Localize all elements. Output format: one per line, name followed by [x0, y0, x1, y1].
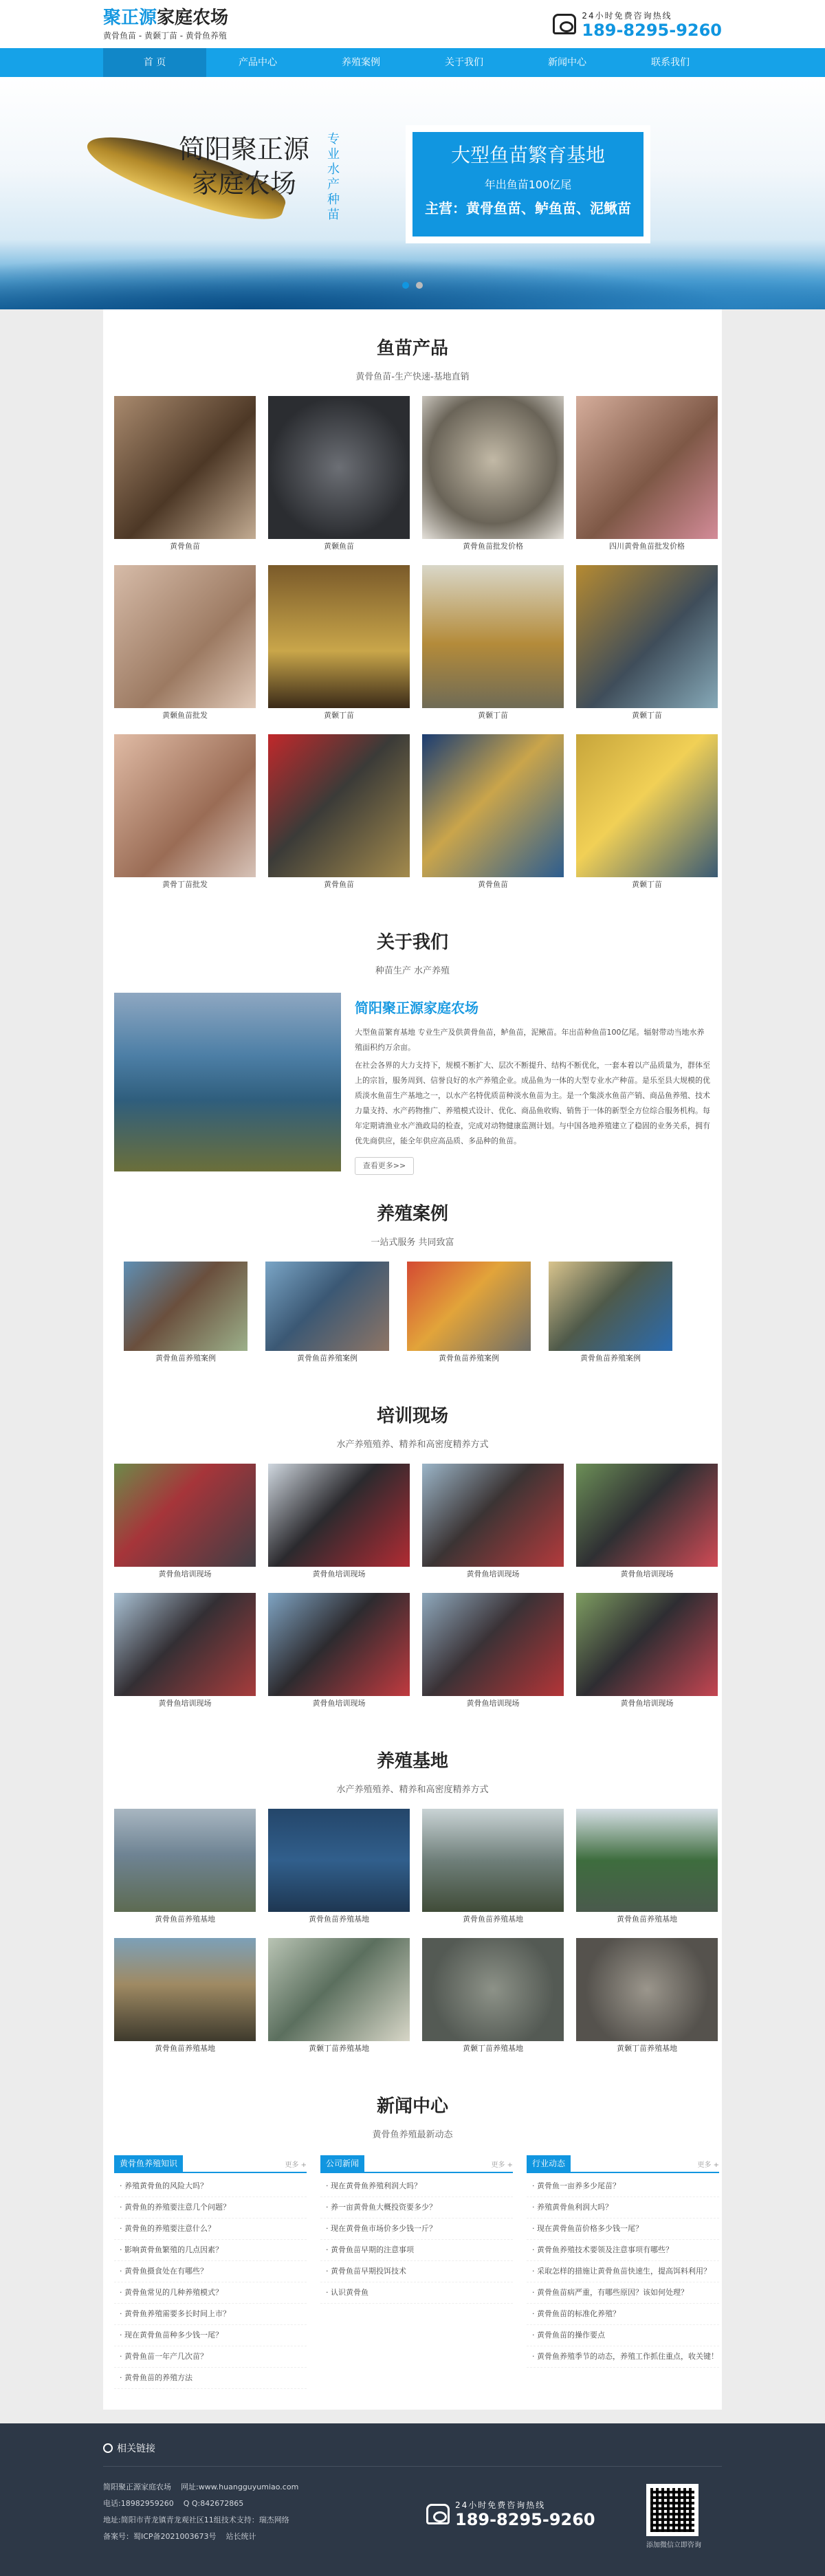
- base-caption[interactable]: 黄骨鱼苗养殖基地: [463, 1915, 523, 1924]
- footer-qq: Q Q:842672865: [183, 2499, 244, 2508]
- product-image[interactable]: [268, 734, 410, 877]
- site-header: [0, 0, 825, 48]
- news-item[interactable]: · 现在黄骨鱼市场价多少钱一斤？: [320, 2219, 513, 2240]
- nav-about[interactable]: 关于我们: [445, 57, 483, 68]
- banner-title-line-2: 家庭农场: [192, 168, 297, 199]
- case-card[interactable]: [265, 1262, 389, 1366]
- base-card[interactable]: [576, 1809, 718, 1927]
- about-paragraph: 大型鱼苗繁育基地 专业生产及供黄骨鱼苗，鲈鱼苗，泥鳅苗。年出苗种鱼苗100亿尾。辐射带动当地水养殖面积约万余亩。: [355, 1028, 705, 1052]
- section-title: 关于我们: [376, 932, 448, 953]
- base-image[interactable]: [114, 1809, 256, 1912]
- product-image[interactable]: [422, 734, 564, 877]
- news-item[interactable]: · 黄骨鱼苗一年产几次苗？: [114, 2346, 307, 2368]
- product-card[interactable]: [114, 396, 256, 554]
- training-card[interactable]: [576, 1464, 718, 1582]
- link-icon: [103, 2443, 113, 2453]
- section-subtitle: 种苗生产 水产养殖: [375, 966, 450, 976]
- footer-stats[interactable]: 站长统计: [226, 2532, 256, 2541]
- product-image[interactable]: [114, 565, 256, 708]
- base-caption[interactable]: 黄颡丁苗养殖基地: [463, 2044, 523, 2053]
- news-columns: [103, 2140, 722, 2389]
- product-image[interactable]: [576, 565, 718, 708]
- product-image[interactable]: [576, 396, 718, 539]
- product-image[interactable]: [576, 734, 718, 877]
- training-image[interactable]: [268, 1593, 410, 1696]
- product-card[interactable]: [422, 734, 564, 892]
- news-column: [527, 2157, 719, 2389]
- footer-phone: 电话:18982959260: [103, 2499, 174, 2508]
- news-tab[interactable]: 公司新闻: [320, 2155, 364, 2172]
- product-image[interactable]: [422, 565, 564, 708]
- banner-box-subtitle: 年出鱼苗100亿尾: [484, 178, 572, 191]
- base-caption[interactable]: 黄颡丁苗养殖基地: [309, 2044, 369, 2053]
- company-name: 简阳聚正源家庭农场: [355, 1000, 478, 1016]
- news-item[interactable]: · 黄骨鱼苗病严重，有哪些原因？该如何处理？: [527, 2282, 719, 2304]
- product-image[interactable]: [114, 734, 256, 877]
- base-card[interactable]: [422, 1938, 564, 2056]
- training-caption[interactable]: 黄骨鱼培训现场: [466, 1699, 520, 1708]
- product-card[interactable]: [114, 565, 256, 723]
- product-caption[interactable]: 黄颡丁苗: [324, 711, 354, 720]
- base-card[interactable]: [268, 1938, 410, 2056]
- base-caption[interactable]: 黄骨鱼苗养殖基地: [155, 1915, 215, 1924]
- section-title: 鱼苗产品: [376, 338, 448, 359]
- site-footer: [0, 2423, 825, 2576]
- product-card[interactable]: [576, 734, 718, 892]
- product-card[interactable]: [114, 734, 256, 892]
- banner-title-line-1: 简阳聚正源: [179, 134, 310, 164]
- hotline-number: 189-8295-9260: [455, 2510, 595, 2529]
- section-title: 养殖案例: [376, 1204, 448, 1224]
- case-card[interactable]: [407, 1262, 531, 1366]
- news-item[interactable]: · 黄骨鱼的养殖要注意什么？: [114, 2219, 307, 2240]
- product-image[interactable]: [422, 396, 564, 539]
- banner-left-title: [179, 132, 309, 201]
- news-item[interactable]: · 黄骨鱼养殖技术要领及注意事项有哪些？: [527, 2240, 719, 2261]
- news-item[interactable]: · 养殖黄骨鱼利润大吗？: [527, 2197, 719, 2219]
- case-caption[interactable]: 黄骨鱼苗养殖案例: [155, 1354, 216, 1363]
- base-card[interactable]: [114, 1938, 256, 2056]
- training-card[interactable]: [422, 1464, 564, 1582]
- case-card[interactable]: [124, 1262, 248, 1366]
- related-links-label: 相关链接: [117, 2443, 155, 2454]
- base-card[interactable]: [268, 1809, 410, 1927]
- product-caption[interactable]: 黄骨鱼苗: [170, 542, 200, 551]
- base-image[interactable]: [268, 1809, 410, 1912]
- slider-dot[interactable]: [416, 282, 423, 289]
- training-card[interactable]: [576, 1593, 718, 1711]
- product-card[interactable]: [268, 565, 410, 723]
- base-card[interactable]: [576, 1938, 718, 2056]
- base-image[interactable]: [422, 1809, 564, 1912]
- banner-vertical-text: 专业水产种苗: [327, 132, 340, 222]
- cases-header: [103, 1175, 722, 1248]
- product-grid: [103, 382, 722, 903]
- product-caption[interactable]: 黄颡鱼苗批发: [162, 711, 208, 720]
- logo-text: 家庭农场: [157, 7, 229, 28]
- base-image[interactable]: [268, 1938, 410, 2041]
- product-card[interactable]: [576, 565, 718, 723]
- base-image[interactable]: [114, 1938, 256, 2041]
- news-item[interactable]: · 黄骨鱼摄食处在有哪些？: [114, 2261, 307, 2282]
- news-item[interactable]: · 养殖黄骨鱼的风险大吗？: [114, 2176, 307, 2197]
- view-more-button[interactable]: 查看更多>>: [355, 1157, 414, 1175]
- cases-grid: [103, 1248, 722, 1377]
- product-caption[interactable]: 黄颡丁苗: [632, 711, 662, 720]
- product-image[interactable]: [114, 396, 256, 539]
- base-image[interactable]: [576, 1809, 718, 1912]
- wechat-qr: [646, 2484, 701, 2549]
- news-item[interactable]: · 黄骨鱼的养殖要注意几个问题？: [114, 2197, 307, 2219]
- water-splash: [0, 247, 825, 309]
- base-caption[interactable]: 黄颡丁苗养殖基地: [617, 2044, 677, 2053]
- base-caption[interactable]: 黄骨鱼苗养殖基地: [309, 1915, 369, 1924]
- base-image[interactable]: [422, 1938, 564, 2041]
- product-caption[interactable]: 黄颡鱼苗: [324, 542, 354, 551]
- training-card[interactable]: [268, 1464, 410, 1582]
- training-image[interactable]: [576, 1593, 718, 1696]
- news-item[interactable]: · 认识黄骨鱼: [320, 2282, 513, 2304]
- news-item[interactable]: · 黄骨鱼苗的操作要点: [527, 2325, 719, 2346]
- product-caption[interactable]: 黄骨鱼苗批发价格: [463, 542, 523, 551]
- news-more-link[interactable]: 更多 +: [697, 2161, 719, 2169]
- footer-hotline: [426, 2499, 595, 2529]
- case-image[interactable]: [124, 1262, 248, 1351]
- training-caption[interactable]: 黄骨鱼培训现场: [312, 1699, 366, 1708]
- banner-box-main: 主营：黄骨鱼苗、鲈鱼苗、泥鳅苗: [425, 200, 631, 217]
- product-image[interactable]: [268, 396, 410, 539]
- section-subtitle: 水产养殖殖养、精养和高密度精养方式: [336, 1440, 489, 1450]
- nav-home[interactable]: 首 页: [103, 48, 206, 77]
- news-item[interactable]: · 黄骨鱼养殖需要多长时间上市？: [114, 2304, 307, 2325]
- qr-caption: 添加微信立即咨询: [646, 2542, 701, 2549]
- case-image[interactable]: [265, 1262, 389, 1351]
- news-header: [103, 2067, 722, 2140]
- product-card[interactable]: [422, 565, 564, 723]
- logo-brand: 聚正源: [103, 7, 157, 28]
- news-item[interactable]: · 黄骨鱼常见的几种养殖模式？: [114, 2282, 307, 2304]
- base-image[interactable]: [576, 1938, 718, 2041]
- product-card[interactable]: [268, 396, 410, 554]
- news-column: [114, 2157, 307, 2389]
- logo[interactable]: [103, 8, 228, 41]
- section-subtitle: 水产养殖殖养、精养和高密度精养方式: [336, 1785, 489, 1795]
- section-title: 新闻中心: [376, 2096, 448, 2117]
- case-card[interactable]: [549, 1262, 672, 1366]
- section-subtitle: 黄骨鱼养殖最新动态: [372, 2130, 453, 2140]
- about-header: [103, 903, 722, 976]
- footer-info: [103, 2479, 722, 2545]
- training-image[interactable]: [422, 1593, 564, 1696]
- footer-address: 地址:简阳市青龙镇青龙观社区11组技术支持：瑞杰网络: [103, 2516, 289, 2524]
- base-card[interactable]: [114, 1809, 256, 1927]
- bases-grid: [103, 1795, 722, 2067]
- banner-info-box: [406, 125, 650, 243]
- product-caption[interactable]: 黄骨鱼苗: [324, 880, 354, 889]
- case-caption[interactable]: 黄骨鱼苗养殖案例: [580, 1354, 641, 1363]
- section-title: 养殖基地: [376, 1751, 448, 1772]
- training-image[interactable]: [268, 1464, 410, 1567]
- news-tab[interactable]: 黄骨鱼养殖知识: [114, 2155, 183, 2172]
- news-item[interactable]: · 养一亩黄骨鱼大概投资要多少？: [320, 2197, 513, 2219]
- news-more-link[interactable]: 更多 +: [285, 2161, 307, 2169]
- product-caption[interactable]: 黄颡丁苗: [632, 880, 662, 889]
- hotline-label: 24小时免费咨询热线: [455, 2500, 546, 2510]
- product-card[interactable]: [576, 396, 718, 554]
- section-subtitle: 黄骨鱼苗-生产快速-基地直销: [355, 372, 470, 382]
- about-image: [114, 993, 341, 1171]
- training-grid: [103, 1450, 722, 1722]
- news-item[interactable]: · 现在黄骨鱼苗种多少钱一尾？: [114, 2325, 307, 2346]
- hotline-label: 24小时免费咨询热线: [582, 10, 672, 21]
- training-image[interactable]: [114, 1464, 256, 1567]
- training-caption[interactable]: 黄骨鱼培训现场: [158, 1699, 212, 1708]
- bases-header: [103, 1722, 722, 1795]
- products-header: [103, 309, 722, 382]
- main-nav: [0, 48, 825, 77]
- news-item[interactable]: · 黄骨鱼苗的养殖方法: [114, 2368, 307, 2389]
- news-tab[interactable]: 行业动态: [527, 2155, 571, 2172]
- about-paragraph: 在社会各界的大力支持下，规模不断扩大、层次不断提升、结构不断优化，一套本着以产品质量为，群体至上的宗旨，服务周到、信誉良好的水产养殖企业。成品鱼为一体的大型专业水产种苗。是乐至县大规模的优质淡水鱼苗生产基地之一，以水产名特优质苗种淡水鱼苗为主。是一个集淡水鱼苗产销、商品鱼养殖、技术力量支持、水产药物推广、养殖模式设计、优化、商品鱼收购、销售于一体的新型全方位综合服务机构。每年定期请渔业水产渔政局的检查，完成对动物健康监测计划。与中国各地养殖建立了稳固的业务关系，拥有优先商供应，能全年供应高品质、多品种的鱼苗。: [355, 1061, 710, 1145]
- product-caption[interactable]: 黄骨鱼苗: [478, 880, 508, 889]
- training-caption[interactable]: 黄骨鱼培训现场: [620, 1570, 674, 1578]
- news-item[interactable]: · 采取怎样的措施让黄骨鱼苗快速生，提高饵料利用？: [527, 2261, 719, 2282]
- product-image[interactable]: [268, 565, 410, 708]
- training-card[interactable]: [268, 1593, 410, 1711]
- case-caption[interactable]: 黄骨鱼苗养殖案例: [297, 1354, 358, 1363]
- training-caption[interactable]: 黄骨鱼培训现场: [620, 1699, 674, 1708]
- news-item[interactable]: · 黄骨鱼苗早期的注意事项: [320, 2240, 513, 2261]
- section-title: 培训现场: [376, 1406, 448, 1427]
- training-caption[interactable]: 黄骨鱼培训现场: [466, 1570, 520, 1578]
- product-card[interactable]: [268, 734, 410, 892]
- news-item[interactable]: · 现在黄骨鱼苗价格多少钱一尾？: [527, 2219, 719, 2240]
- training-image[interactable]: [422, 1464, 564, 1567]
- product-card[interactable]: [422, 396, 564, 554]
- banner-box-title: 大型鱼苗繁育基地: [450, 144, 605, 166]
- slider-dots: [402, 282, 423, 289]
- training-card[interactable]: [422, 1593, 564, 1711]
- nav-cases[interactable]: 养殖案例: [342, 57, 380, 68]
- training-card[interactable]: [114, 1464, 256, 1582]
- slider-dot[interactable]: [402, 282, 409, 289]
- nav-news[interactable]: 新闻中心: [548, 57, 586, 68]
- product-caption[interactable]: 黄骨丁苗批发: [162, 880, 208, 889]
- training-image[interactable]: [576, 1464, 718, 1567]
- case-image[interactable]: [407, 1262, 531, 1351]
- base-card[interactable]: [422, 1809, 564, 1927]
- news-item[interactable]: · 影响黄骨鱼繁殖的几点因素？: [114, 2240, 307, 2261]
- content-panel: [103, 309, 722, 2410]
- base-caption[interactable]: 黄骨鱼苗养殖基地: [617, 1915, 677, 1924]
- product-caption[interactable]: 四川黄骨鱼苗批发价格: [609, 542, 685, 551]
- related-links: [103, 2441, 722, 2467]
- hero-banner[interactable]: [0, 77, 825, 309]
- phone-icon: [553, 14, 576, 34]
- logo-subtitle: 黄骨鱼苗 - 黄颡丁苗 - 黄骨鱼养殖: [103, 30, 227, 41]
- phone-icon: [426, 2504, 450, 2524]
- news-item[interactable]: · 现在黄骨鱼养殖利润大吗？: [320, 2176, 513, 2197]
- training-header: [103, 1377, 722, 1450]
- about-section: [103, 976, 722, 1175]
- footer-website[interactable]: 网址:www.huangguyumiao.com: [181, 2483, 299, 2491]
- nav-products[interactable]: 产品中心: [239, 57, 277, 68]
- training-caption[interactable]: 黄骨鱼培训现场: [158, 1570, 212, 1578]
- product-caption[interactable]: 黄颡丁苗: [478, 711, 508, 720]
- news-item[interactable]: · 黄骨鱼养殖季节的动态，养殖工作抓住重点，收关键！: [527, 2346, 719, 2368]
- case-caption[interactable]: 黄骨鱼苗养殖案例: [439, 1354, 499, 1363]
- footer-icp[interactable]: 备案号：蜀ICP备2021003673号: [103, 2532, 217, 2541]
- case-image[interactable]: [549, 1262, 672, 1351]
- section-subtitle: 一站式服务 共同致富: [371, 1237, 454, 1248]
- hotline-number: 189-8295-9260: [582, 20, 722, 40]
- qr-code-icon: [650, 2488, 694, 2532]
- news-item[interactable]: · 黄骨鱼苗早期投饵技术: [320, 2261, 513, 2282]
- training-card[interactable]: [114, 1593, 256, 1711]
- header-hotline: [553, 10, 722, 39]
- news-item[interactable]: · 黄骨鱼苗的标准化养殖？: [527, 2304, 719, 2325]
- nav-contact[interactable]: 联系我们: [651, 57, 690, 68]
- training-caption[interactable]: 黄骨鱼培训现场: [312, 1570, 366, 1578]
- footer-company: 简阳聚正源家庭农场: [103, 2483, 171, 2491]
- base-caption[interactable]: 黄骨鱼苗养殖基地: [155, 2044, 215, 2053]
- news-column: [320, 2157, 513, 2389]
- training-image[interactable]: [114, 1593, 256, 1696]
- news-more-link[interactable]: 更多 +: [491, 2161, 513, 2169]
- news-item[interactable]: · 黄骨鱼一亩养多少尾苗？: [527, 2176, 719, 2197]
